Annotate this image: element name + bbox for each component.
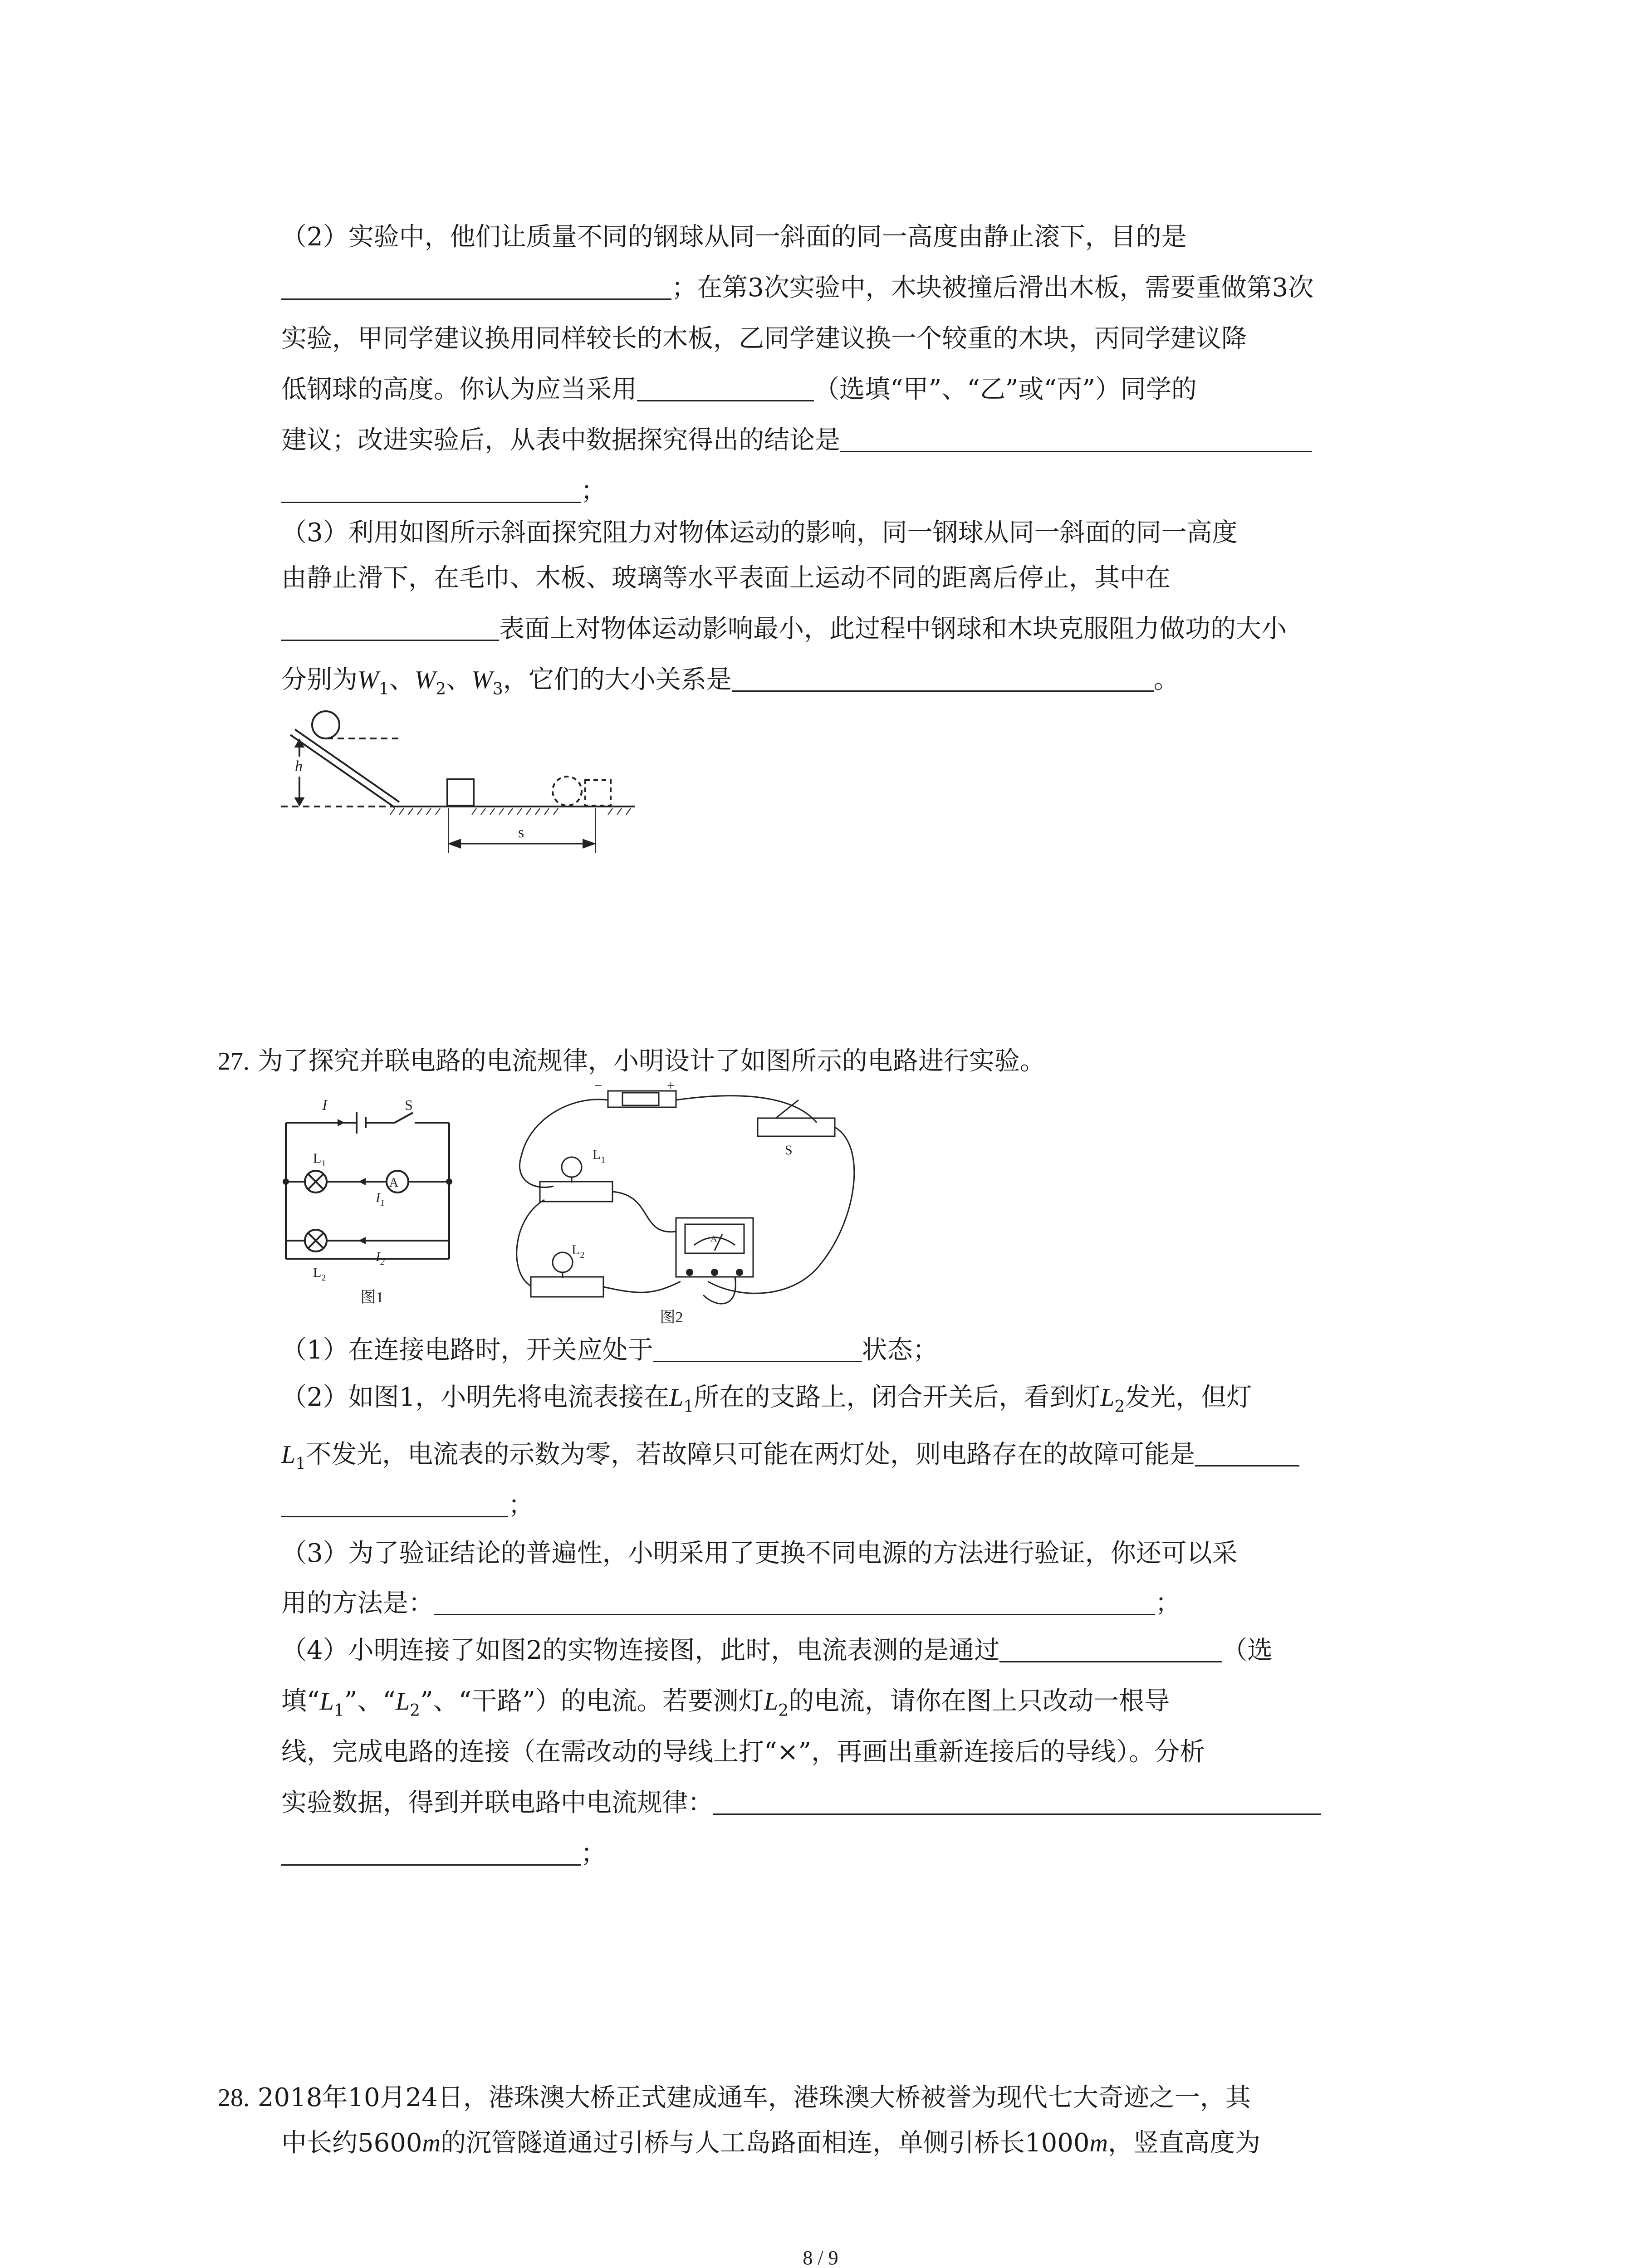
answer-blank[interactable] <box>713 1788 1321 1815</box>
steel-ball <box>312 711 339 738</box>
distance-label: s <box>518 824 524 841</box>
q27-part1: （1）在连接电路时，开关应处于 状态； <box>281 1335 938 1365</box>
fig1-caption: 图1 <box>360 1289 384 1306</box>
lamp-L1-base <box>540 1182 612 1202</box>
q27-part3-line1: （3）为了验证结论的普遍性，小明采用了更换不同电源的方法进行验证，你还可以采 <box>281 1539 1238 1568</box>
switch-base <box>758 1118 835 1136</box>
q26-part3-line3: 表面上对物体运动影响最小，此过程中钢球和木块克服阻力做功的大小 <box>281 613 1287 645</box>
q28-line2: 中长约5600m的沉管隧道通过引桥与人工岛路面相连，单侧引桥长1000m，竖直高度为 <box>281 2128 1260 2158</box>
q26-part2-line4: 低钢球的高度。你认为应当采用 （选填“甲”、“乙”或“丙”）同学的 <box>281 375 1197 404</box>
switch-blade <box>395 1113 413 1123</box>
answer-blank[interactable] <box>999 1636 1222 1662</box>
I1-label: $I_1$ <box>376 1190 385 1208</box>
battery-plus-label: + <box>667 1082 675 1093</box>
q27-part4-line5: ； <box>281 1838 606 1870</box>
q26-part3-line1: （3）利用如图所示斜面探究阻力对物体运动的影响，同一钢球从同一斜面的同一高度 <box>281 518 1238 547</box>
block-final-dashed <box>585 780 611 806</box>
q26-part3-line2: 由静止滑下，在毛巾、木板、玻璃等水平表面上运动不同的距离后停止，其中在 <box>281 563 1171 593</box>
answer-blank[interactable] <box>281 614 499 641</box>
q27-part2-line2: $L_1$不发光，电流表的示数为零，若故障只可能在两灯处，则电路存在的故障可能是 <box>281 1439 1299 1480</box>
incline-diagram <box>272 708 644 857</box>
q26-part2-line1: （2）实验中，他们让质量不同的钢球从同一斜面的同一高度由静止滚下，目的是 <box>281 222 1187 252</box>
ammeter-body <box>676 1218 753 1277</box>
answer-blank[interactable] <box>281 476 581 503</box>
answer-blank[interactable] <box>281 273 671 300</box>
fig2-L1-label: $L_1$ <box>593 1147 606 1165</box>
switch-knife <box>776 1100 798 1118</box>
fig2-switch-label: S <box>785 1143 793 1158</box>
height-label: h <box>295 758 303 775</box>
q27-part4-line4: 实验数据，得到并联电路中电流规律： <box>281 1787 1321 1819</box>
answer-blank[interactable] <box>434 1589 1155 1615</box>
q26-part3-line4: 分别为$W_1$、$W_2$、$W_3$，它们的大小关系是 。 <box>281 665 1179 699</box>
lamp-L1-bulb <box>562 1157 582 1177</box>
q27-stem: 27. 为了探究并联电路的电流规律，小明设计了如图所示的电路进行实验。 <box>218 1046 1045 1076</box>
circuit-diagram-fig1 <box>277 1091 467 1309</box>
answer-blank[interactable] <box>1195 1440 1299 1466</box>
fig2-caption: 图2 <box>660 1309 683 1326</box>
incline-ramp <box>290 735 395 807</box>
q26-part2-line5: 建议；改进实验后，从表中数据探究得出的结论是 <box>281 425 1312 456</box>
page-number: 8 / 9 <box>803 2247 838 2268</box>
ball-final-dashed <box>553 777 582 806</box>
answer-blank[interactable] <box>840 425 1312 452</box>
q27-part2-line1: （2）如图1，小明先将电流表接在$L_1$所在的支路上，闭合开关后，看到灯$L_2$发光，但灯 <box>281 1383 1252 1416</box>
q26-part2-line6: ； <box>281 475 606 507</box>
I2-label: $I_2$ <box>376 1249 385 1267</box>
switch-S-label: S <box>405 1097 413 1113</box>
q26-part2-line2: ；在第3次实验中，木块被撞后滑出木板，需要重做第3次 <box>281 272 1313 304</box>
q27-part4-line1: （4）小明连接了如图2的实物连接图，此时，电流表测的是通过 （选 <box>281 1636 1273 1665</box>
answer-blank[interactable] <box>653 1335 862 1362</box>
answer-blank[interactable] <box>281 1491 508 1517</box>
q28-line1: 28. 2018年10月24日，港珠澳大桥正式建成通车，港珠澳大桥被誉为现代七大奇迹之一，其 <box>218 2083 1251 2112</box>
answer-blank[interactable] <box>732 665 1154 692</box>
q27-part4-line3: 线，完成电路的连接（在需改动的导线上打“×”，再画出重新连接后的导线）。分析 <box>281 1737 1205 1767</box>
fig2-ammeter-label: A <box>710 1234 717 1244</box>
wood-block <box>447 779 474 806</box>
battery-minus-label: − <box>594 1082 602 1093</box>
answer-blank[interactable] <box>637 375 814 401</box>
q26-part2-line3: 实验，甲同学建议换用同样较长的木板，乙同学建议换一个较重的木块，丙同学建议降 <box>281 324 1247 353</box>
answer-blank[interactable] <box>281 1839 581 1866</box>
physical-circuit-fig2 <box>504 1082 889 1327</box>
q27-part3-line2: 用的方法是： ； <box>281 1589 1181 1618</box>
L2-label: $L_2$ <box>313 1265 326 1283</box>
lamp-L2-bulb <box>553 1252 573 1272</box>
q27-part4-line2: 填“$L_1$”、“$L_2$”、“干路”）的电流。若要测灯$L_2$的电流，请你在图上只改动一根导 <box>281 1686 1170 1720</box>
current-I-label: I <box>322 1097 328 1114</box>
q27-part2-line3: ； <box>281 1490 534 1521</box>
L1-label: $L_1$ <box>313 1151 326 1168</box>
fig2-L2-label: $L_2$ <box>572 1242 585 1260</box>
ammeter-A-label: A <box>389 1176 399 1190</box>
lamp-L2-base <box>531 1277 603 1297</box>
